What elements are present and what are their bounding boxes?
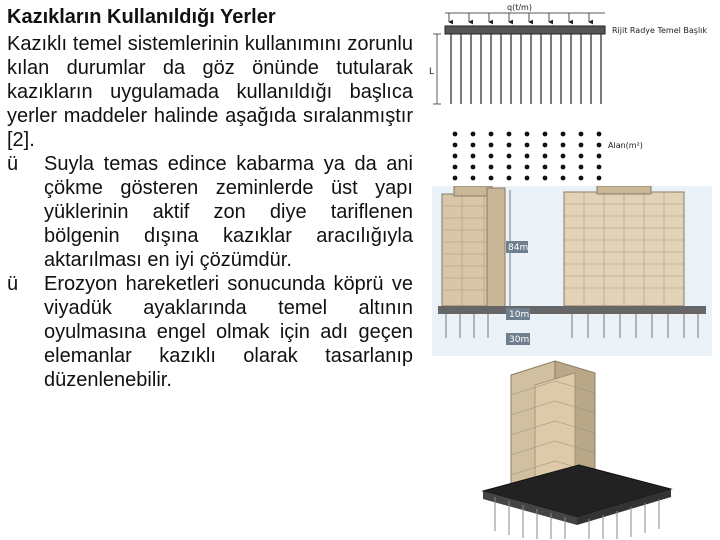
foundation-mat	[438, 306, 706, 314]
bullet-item	[7, 272, 413, 392]
height-label: 84m	[508, 243, 529, 253]
length-label: L	[429, 67, 435, 77]
mat-label: 10m	[509, 310, 530, 320]
pile-label: 30m	[509, 335, 530, 345]
pile-raft-diagram	[425, 0, 720, 190]
piles	[451, 34, 601, 104]
tower-middle	[487, 188, 505, 308]
tower-3d-render	[475, 355, 685, 540]
intro-paragraph: Kazıklı temel sistemlerinin kullanımını zorunlu kılan durumlar da göz önünde tutularak kazıkların uygulamada kullanıldığı başlıca yerler maddeler halinde aşağıda sıralanmıştır [2].	[7, 33, 413, 151]
text-column	[7, 4, 413, 392]
check-icon: ü	[7, 153, 19, 175]
raft-cap	[445, 26, 605, 34]
length-dimension	[433, 34, 441, 104]
bullet-list	[7, 152, 413, 392]
load-label: q(t/m)	[507, 3, 532, 12]
page-title: Kazıkların Kullanıldığı Yerler	[7, 6, 276, 28]
bullet-text: Suyla temas edince kabarma ya da ani çökme gösteren zeminlerde üst yapı yüklerinin aktif zon diye tariflenen bölgenin dışına kazıklar aracılığıyla aktarılması en iyi çözümdür.	[44, 153, 413, 271]
tower-elevations	[432, 186, 712, 356]
tower-right	[564, 186, 684, 306]
cap-label: Rijit Radye Temel Başlık	[612, 26, 708, 35]
area-label: Alan(m²)	[608, 141, 643, 150]
bullet-text: Erozyon hareketleri sonucunda köprü ve viyadük ayaklarında temel altının oyulmasına engel olmak için adı geçen elemanlar kazıklı olarak tasarlanıp düzenlenebilir.	[44, 273, 413, 391]
pile-grid-plan	[453, 132, 602, 181]
load-arrows	[445, 13, 605, 22]
check-icon: ü	[7, 273, 19, 295]
bullet-item	[7, 152, 413, 272]
